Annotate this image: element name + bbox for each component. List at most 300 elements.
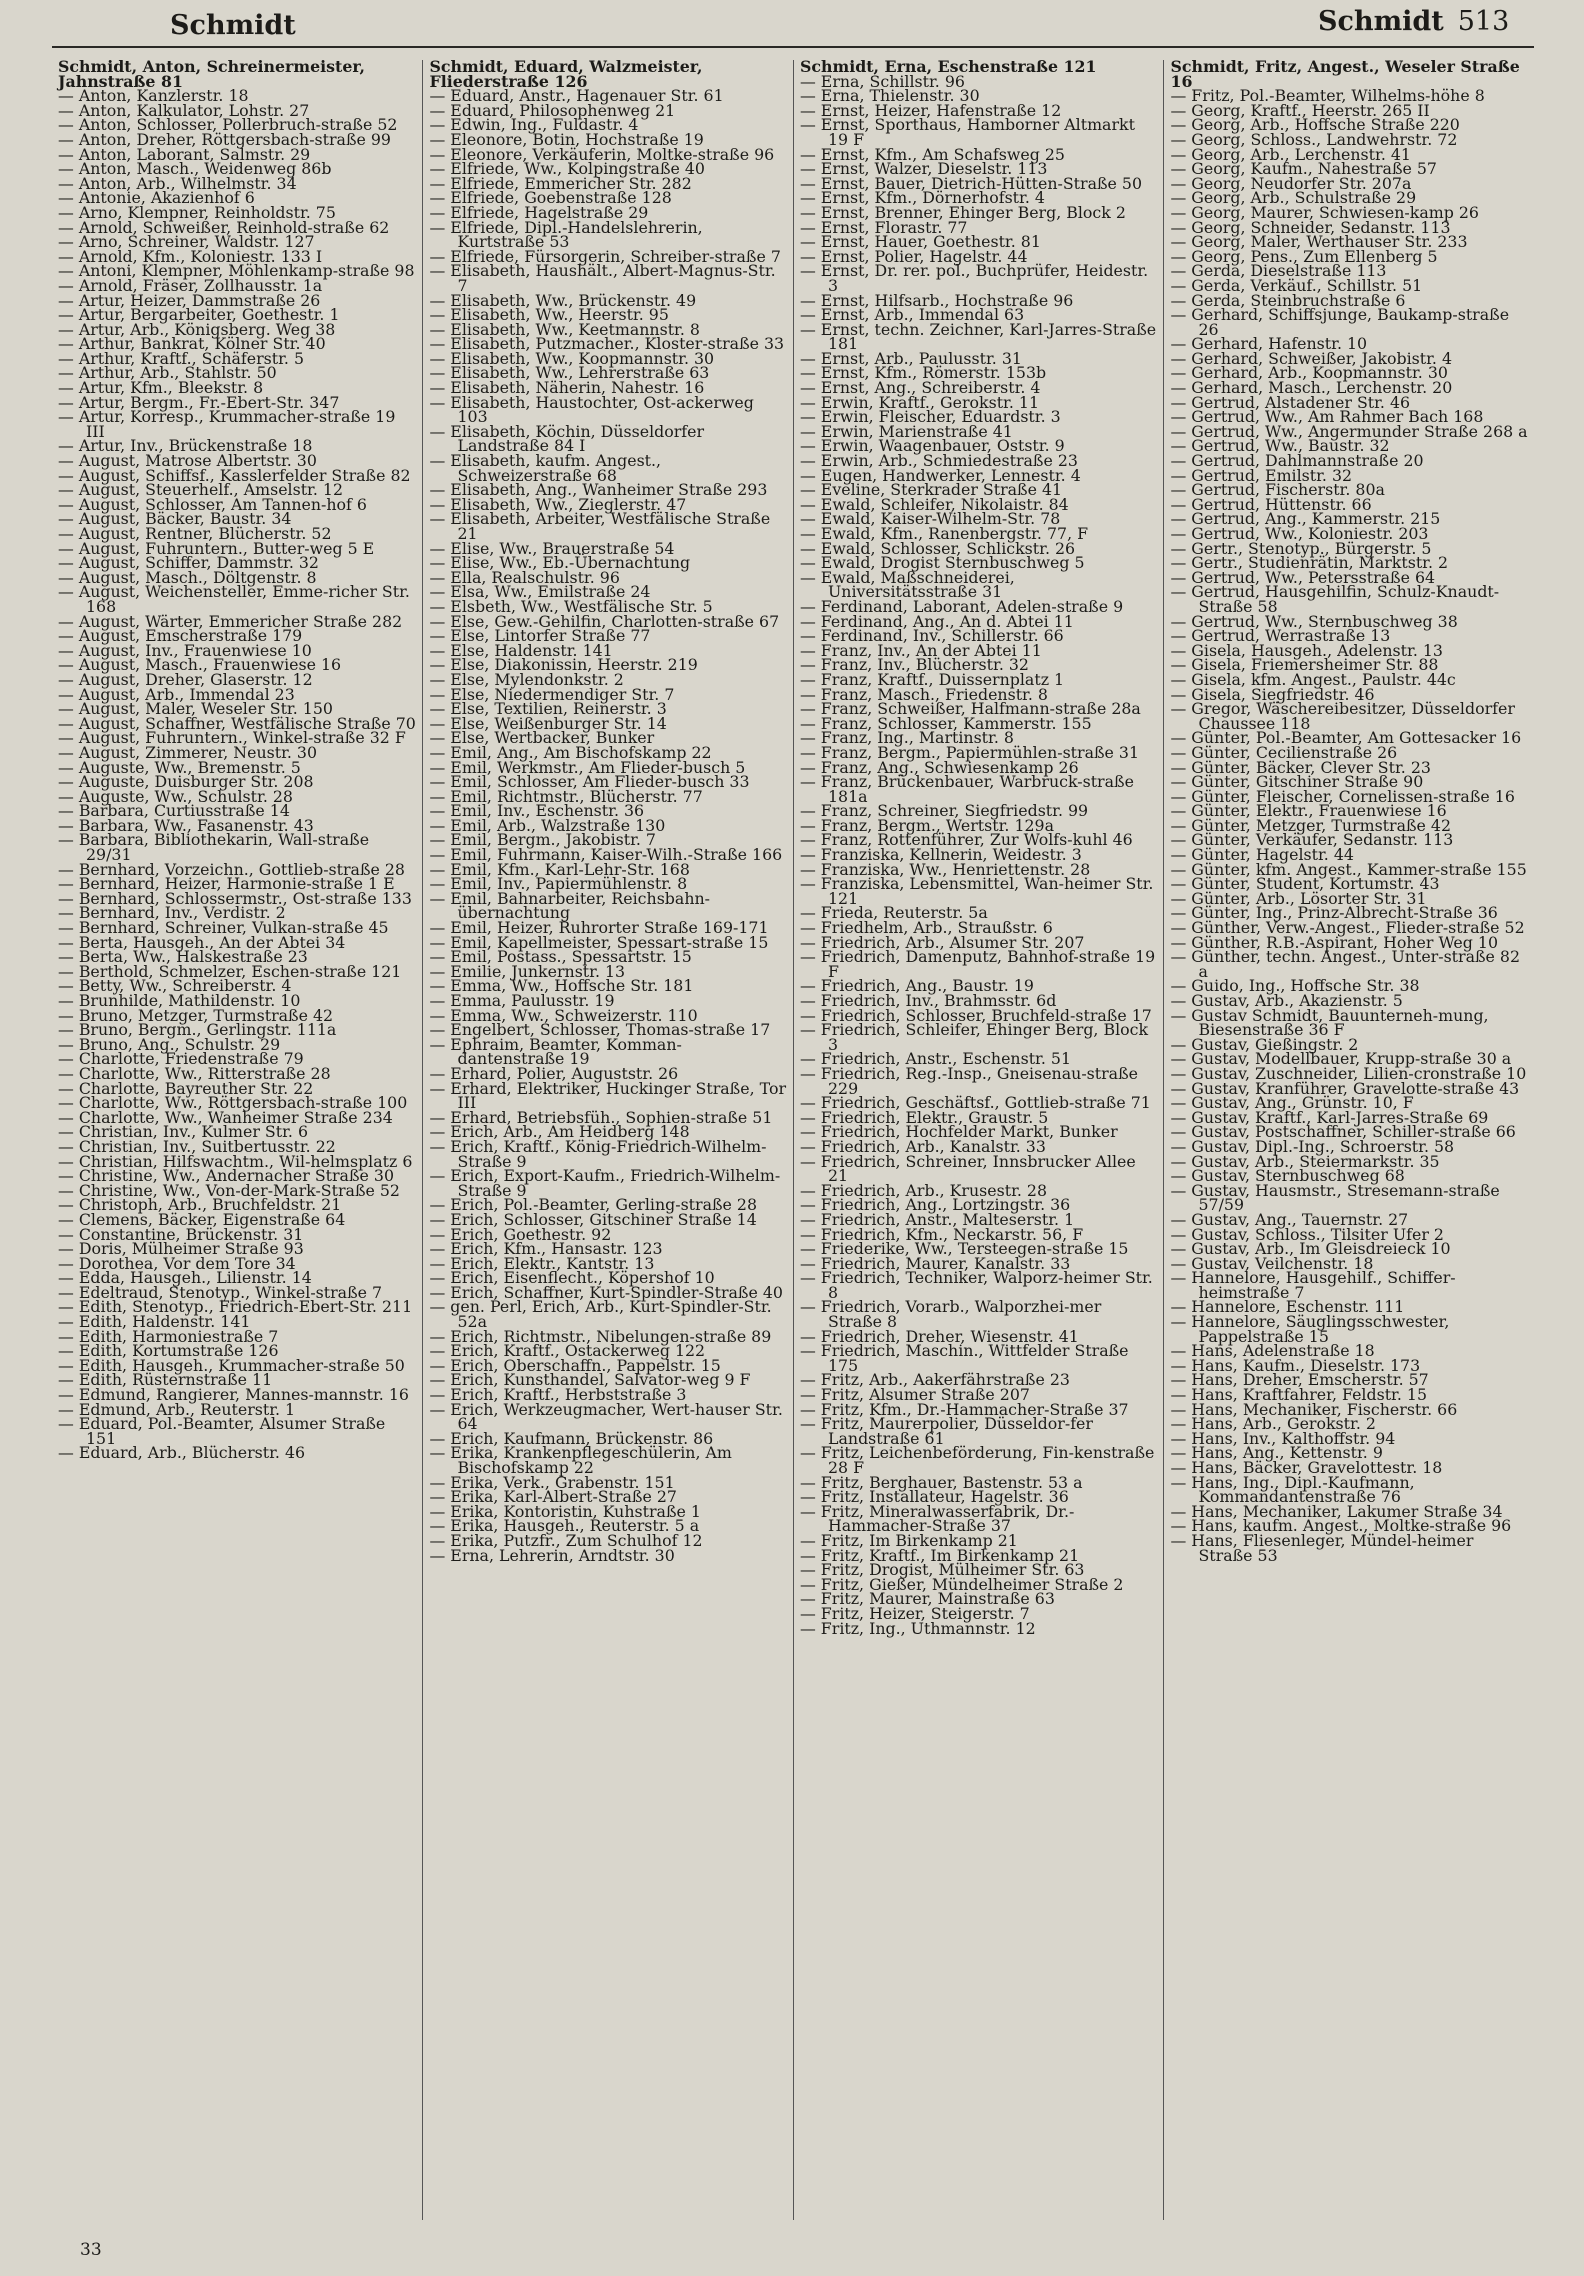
directory-entry: — Elisabeth, Haustochter, Ost-ackerweg 103 <box>429 392 754 427</box>
directory-entry: — Franz, Inv., An der Abtei 11 <box>799 640 1042 660</box>
directory-entry: — Gisela, Siegfriedstr. 46 <box>1170 684 1375 704</box>
directory-entry: — Erich, Kfm., Hansastr. 123 <box>429 1239 663 1259</box>
directory-entry: — Edeltraud, Stenotyp., Winkel-straße 7 <box>58 1282 383 1302</box>
directory-entry: — Friedrich, Schlosser, Bruchfeld-straße 17 <box>799 1005 1152 1025</box>
directory-entry: — Fritz, Pol.-Beamter, Wilhelms-höhe 8 <box>1170 86 1485 106</box>
directory-entry: — Berta, Hausgeh., An der Abtei 34 <box>58 932 346 952</box>
directory-entry: — Else, Niedermendiger Str. 7 <box>429 684 675 704</box>
directory-entry: — Bernhard, Vorzeichn., Gottlieb-straße 28 <box>58 859 405 879</box>
running-head-left: Schmidt <box>170 10 296 41</box>
directory-entry: — Edmund, Arb., Reuterstr. 1 <box>58 1399 296 1419</box>
directory-entry: — Gustav, Modellbauer, Krupp-straße 30 a <box>1170 1049 1512 1069</box>
directory-entry: — Elisabeth, Köchin, Düsseldorfer Landstraße 84 I <box>429 421 705 456</box>
directory-entry: — Gustav, Hausmstr., Stresemann-straße 57/59 <box>1170 1180 1500 1215</box>
directory-entry: — Georg, Arb., Lerchenstr. 41 <box>1170 144 1411 164</box>
directory-entry: — Emma, Ww., Schweizerstr. 110 <box>429 1005 698 1025</box>
directory-entry: — Emil, Ang., Am Bischofskamp 22 <box>429 742 712 762</box>
directory-entry: — Erich, Elektr., Kantstr. 13 <box>429 1253 655 1273</box>
directory-entry: — Brunhilde, Mathildenstr. 10 <box>58 991 301 1010</box>
directory-entry: — Günther, Verw.-Angest., Flieder-straße 52 <box>1170 918 1525 938</box>
column-1 <box>52 60 422 2220</box>
directory-entry: — Fritz, Kfm., Dr.-Hammacher-Straße 37 <box>799 1399 1129 1419</box>
directory-entry: — Elisabeth, Ww., Lehrerstraße 63 <box>429 363 710 383</box>
directory-entry: — August, Inv., Frauenwiese 10 <box>58 640 312 660</box>
directory-entry: — Emil, Inv., Eschenstr. 36 <box>429 801 645 821</box>
directory-entry: — Fritz, Ing., Uthmannstr. 12 <box>799 1618 1036 1638</box>
directory-entry: — Erwin, Marienstraße 41 <box>799 421 1013 441</box>
directory-entry: Schmidt, Eduard, Walzmeister, Fliederstraße 126 <box>429 60 703 91</box>
directory-entry: — August, Dreher, Glaserstr. 12 <box>58 669 313 689</box>
directory-entry: — Emil, Richtmstr., Blücherstr. 77 <box>429 786 703 806</box>
directory-entry: — Gertrud, Ww., Sternbuschweg 38 <box>1170 611 1458 631</box>
directory-entry: — Elfriede, Dipl.-Handelslehrerin, Kurtstraße 53 <box>429 217 703 252</box>
directory-entry: — Bruno, Bergm., Gerlingstr. 111a <box>58 1020 337 1040</box>
directory-entry: — Erhard, Elektriker, Huckinger Straße, Tor III <box>429 1078 787 1113</box>
directory-entry: — Gertrud, Hüttenstr. 66 <box>1170 494 1372 514</box>
directory-entry: — Emil, Werkmstr., Am Flieder-busch 5 <box>429 757 746 777</box>
directory-entry: — Edith, Rüsternstraße 11 <box>58 1370 273 1390</box>
directory-entry: — Erhard, Betriebsfüh., Sophien-straße 51 <box>429 1107 773 1127</box>
directory-entry: — Erich, Eisenflecht., Köpershof 10 <box>429 1268 715 1288</box>
directory-entry: — Erna, Thielenstr. 30 <box>799 86 980 106</box>
directory-entry: — Ferdinand, Ang., An d. Abtei 11 <box>799 611 1074 631</box>
directory-entry: — Ernst, Kfm., Dörnerhofstr. 4 <box>799 188 1045 208</box>
directory-entry: — Edmund, Rangierer, Mannes-mannstr. 16 <box>58 1385 409 1405</box>
directory-entry: — Fritz, Mineralwasserfabrik, Dr.-Hammacher-Straße 37 <box>799 1501 1075 1536</box>
directory-entry: — Gerda, Steinbruchstraße 6 <box>1170 290 1406 310</box>
directory-entry: — Edith, Haldenstr. 141 <box>58 1312 251 1332</box>
directory-entry: — Artur, Kfm., Bleekstr. 8 <box>58 378 264 398</box>
directory-entry: — Georg, Pens., Zum Ellenberg 5 <box>1170 246 1438 266</box>
directory-entry: — Erich, Kraftf., Ostackerweg 122 <box>429 1341 706 1361</box>
directory-entry: — Artur, Inv., Brückenstraße 18 <box>58 436 313 456</box>
directory-entry: — Erich, Kaufmann, Brückenstr. 86 <box>429 1428 714 1448</box>
directory-entry: — Gerhard, Hafenstr. 10 <box>1170 334 1368 354</box>
directory-entry: — Charlotte, Friedenstraße 79 <box>58 1049 304 1069</box>
directory-entry: — Günther, R.B.-Aspirant, Hoher Weg 10 <box>1170 932 1499 952</box>
directory-entry: — Gertrud, Fischerstr. 80a <box>1170 480 1385 500</box>
directory-entry: — Emil, Fuhrmann, Kaiser-Wilh.-Straße 166 <box>429 845 783 865</box>
directory-entry: — Edith, Kortumstraße 126 <box>58 1341 279 1361</box>
directory-entry: — Gertr., Stenotyp., Bürgerstr. 5 <box>1170 538 1432 558</box>
directory-entry: — Ewald, Schlosser, Schlickstr. 26 <box>799 538 1076 558</box>
directory-entry: — Christine, Ww., Von-der-Mark-Straße 52 <box>58 1180 400 1200</box>
directory-entry: — Hans, Dreher, Emscherstr. 57 <box>1170 1370 1429 1390</box>
directory-entry: — Erich, Pol.-Beamter, Gerling-straße 28 <box>429 1195 758 1215</box>
directory-entry: — Gertrud, Ang., Kammerstr. 215 <box>1170 509 1441 529</box>
directory-entry: — Arthur, Arb., Stahlstr. 50 <box>58 363 277 383</box>
directory-entry: — August, Schiffsf., Kasslerfelder Straße 82 <box>58 465 411 485</box>
directory-entry: — Gustav, Arb., Steiermarkstr. 35 <box>1170 1151 1440 1171</box>
directory-entry: — Gerhard, Schiffsjunge, Baukamp-straße 26 <box>1170 305 1510 339</box>
directory-entry: — Gertrud, Ww., Petersstraße 64 <box>1170 567 1436 587</box>
directory-entry: — August, Schiffer, Dammstr. 32 <box>58 553 319 573</box>
directory-entry: — Artur, Arb., Königsberg. Weg 38 <box>58 319 336 339</box>
directory-entry: — Edith, Hausgeh., Krummacher-straße 50 <box>58 1355 405 1375</box>
directory-entry: — Hans, Fliesenleger, Mündel-heimer Straße 53 <box>1170 1530 1474 1565</box>
directory-entry: — Anton, Schlosser, Pollerbruch-straße 52 <box>58 115 398 135</box>
directory-entry: — Elisabeth, Ww., Keetmannstr. 8 <box>429 319 700 339</box>
directory-entry: — Friedrich, Dreher, Wiesenstr. 41 <box>799 1326 1079 1346</box>
directory-entry: — August, Fuhruntern., Winkel-straße 32 F <box>58 728 406 748</box>
directory-entry: — Else, Textilien, Reinerstr. 3 <box>429 699 667 719</box>
directory-entry: — Erika, Karl-Albert-Straße 27 <box>429 1487 677 1507</box>
directory-entry: — Emil, Kapellmeister, Spessart-straße 15 <box>429 932 769 952</box>
directory-entry: — Ernst, Walzer, Dieselstr. 113 <box>799 159 1048 179</box>
directory-entry: — Gustav, Dipl.-Ing., Schroerstr. 58 <box>1170 1136 1455 1156</box>
directory-entry: — Elfriede, Fürsorgerin, Schreiber-straße 7 <box>429 246 781 266</box>
directory-entry: — Hans, Adelenstraße 18 <box>1170 1341 1375 1361</box>
directory-entry: — Hans, Ang., Kettenstr. 9 <box>1170 1443 1383 1463</box>
directory-entry: — Ewald, Drogist Sternbuschweg 5 <box>799 553 1085 573</box>
directory-entry: — Eduard, Philosophenweg 21 <box>429 100 676 120</box>
directory-entry: — Emil, Arb., Walzstraße 130 <box>429 815 666 835</box>
directory-entry: — Fritz, Installateur, Hagelstr. 36 <box>799 1487 1069 1507</box>
directory-entry: — Gustav, Gießingstr. 2 <box>1170 1034 1359 1054</box>
directory-entry: — Ferdinand, Laborant, Adelen-straße 9 <box>799 596 1124 616</box>
directory-entry: — Friedrich, Schreiner, Innsbrucker Allee 21 <box>799 1151 1136 1186</box>
directory-entry: — Charlotte, Ww., Wanheimer Straße 234 <box>58 1107 393 1127</box>
column-2 <box>422 60 793 2220</box>
directory-entry: — Erwin, Waagenbauer, Oststr. 9 <box>799 436 1065 456</box>
directory-entry: Schmidt, Fritz, Angest., Weseler Straße 16 <box>1170 60 1520 91</box>
directory-entry: — Georg, Arb., Schulstraße 29 <box>1170 188 1417 208</box>
directory-entry: — Gustav, Kranführer, Gravelotte-straße 43 <box>1170 1078 1520 1098</box>
directory-entry: — Ewald, Kfm., Ranenbergstr. 77, F <box>799 524 1089 543</box>
directory-entry: — Friedrich, Reg.-Insp., Gneisenau-straße 229 <box>799 1063 1138 1098</box>
directory-entry: — August, Weichensteller, Emme-richer Str. 168 <box>58 582 410 616</box>
directory-entry: — Gerhard, Arb., Koopmannstr. 30 <box>1170 363 1448 383</box>
directory-entry: — Emil, Bergm., Jakobistr. 7 <box>429 830 656 850</box>
directory-entry: — Edith, Harmoniestraße 7 <box>58 1326 279 1346</box>
directory-entry: — August, Arb., Immendal 23 <box>58 684 295 704</box>
directory-entry: — Elfriede, Hagelstraße 29 <box>429 202 649 222</box>
directory-entry: — Friedrich, Vorarb., Walporzhei-mer Straße 8 <box>799 1297 1102 1332</box>
directory-entry: — August, Bäcker, Baustr. 34 <box>58 509 292 529</box>
directory-entry: — Elisabeth, Haushält., Albert-Magnus-Str. 7 <box>429 261 776 295</box>
directory-entry: — Edwin, Ing., Fuldastr. 4 <box>429 115 639 135</box>
directory-entry: — Auguste, Duisburger Str. 208 <box>58 772 314 792</box>
directory-entry: — Erwin, Fleischer, Eduardstr. 3 <box>799 407 1061 427</box>
directory-entry: — Georg, Neudorfer Str. 207a <box>1170 173 1412 193</box>
directory-entry: — Bernhard, Inv., Verdistr. 2 <box>58 903 286 923</box>
directory-entry: — Artur, Heizer, Dammstraße 26 <box>58 290 321 310</box>
directory-entry: — Friedrich, Arb., Kanalstr. 33 <box>799 1136 1046 1156</box>
directory-entry: — Friedrich, Elektr., Graustr. 5 <box>799 1107 1049 1127</box>
directory-entry: — Fritz, Berghauer, Bastenstr. 53 a <box>799 1472 1083 1492</box>
directory-entry: — Elfriede, Emmericher Str. 282 <box>429 173 692 193</box>
directory-entry: — Ernst, Hilfsarb., Hochstraße 96 <box>799 290 1074 310</box>
directory-entry: — Emil, Inv., Papiermühlenstr. 8 <box>429 874 688 894</box>
directory-entry: — Franz, Masch., Friedenstr. 8 <box>799 684 1048 704</box>
directory-entry: — Hannelore, Eschenstr. 111 <box>1170 1297 1405 1317</box>
directory-entry: — Eduard, Arb., Blücherstr. 46 <box>58 1443 306 1463</box>
directory-entry: — Emil, Bahnarbeiter, Reichsbahn-übernachtung <box>429 888 711 923</box>
directory-entry: — Else, Weißenburger Str. 14 <box>429 713 667 733</box>
directory-entry: — August, Schlosser, Am Tannen-hof 6 <box>58 494 367 514</box>
directory-entry: — Gustav, Zuschneider, Lilien-cronstraße 10 <box>1170 1063 1527 1083</box>
directory-entry: — August, Masch., Frauenwiese 16 <box>58 655 342 675</box>
directory-entry: — Christian, Hilfswachtm., Wil-helmsplatz 6 <box>58 1151 413 1171</box>
directory-entry: — Gertrud, Alstadener Str. 46 <box>1170 392 1411 412</box>
directory-entry: — Ernst, Polier, Hagelstr. 44 <box>799 246 1028 266</box>
directory-entry: — Gertrud, Emilstr. 32 <box>1170 465 1353 485</box>
directory-entry: — Berthold, Schmelzer, Eschen-straße 121 <box>58 961 402 981</box>
directory-entry: — Ernst, Arb., Immendal 63 <box>799 305 1025 325</box>
directory-entry: — Charlotte, Ww., Ritterstraße 28 <box>58 1063 331 1083</box>
directory-entry: — Georg, Kaufm., Nahestraße 57 <box>1170 159 1437 179</box>
directory-entry: — Gertrud, Dahlmannstraße 20 <box>1170 451 1424 471</box>
directory-entry: — Friedrich, Techniker, Walporz-heimer Str. 8 <box>799 1268 1153 1302</box>
directory-entry: — August, Rentner, Blücherstr. 52 <box>58 524 332 543</box>
directory-entry: — Günter, Metzger, Turmstraße 42 <box>1170 815 1452 835</box>
running-head-right <box>1318 6 1509 37</box>
directory-entry: — Emma, Paulusstr. 19 <box>429 991 615 1010</box>
directory-entry: — Gustav Schmidt, Bauunterneh-mung, Biesenstraße 36 F <box>1170 1005 1489 1040</box>
directory-entry: — Gertrud, Ww., Angermunder Straße 268 a <box>1170 421 1528 441</box>
directory-entry: — Erich, Kunsthandel, Salvator-weg 9 F <box>429 1370 751 1390</box>
directory-entry: — Elisabeth, Ww., Koopmannstr. 30 <box>429 348 715 368</box>
directory-entry: — Erika, Verk., Grabenstr. 151 <box>429 1472 675 1492</box>
directory-entry: — Gertrud, Ww., Am Rahmer Bach 168 <box>1170 407 1484 427</box>
directory-entry: — Gertrud, Werrastraße 13 <box>1170 626 1391 646</box>
directory-columns <box>52 60 1534 2220</box>
directory-entry: — Doris, Mülheimer Straße 93 <box>58 1239 304 1259</box>
directory-entry: — Franz, Rottenführer, Zur Wolfs-kuhl 46 <box>799 830 1133 850</box>
directory-entry: — Friedhelm, Arb., Straußstr. 6 <box>799 918 1053 938</box>
directory-entry: — Elisabeth, Ww., Zieglerstr. 47 <box>429 494 687 514</box>
directory-entry: — Eduard, Anstr., Hagenauer Str. 61 <box>429 86 724 106</box>
directory-entry: — Elisabeth, kaufm. Angest., Schweizerstraße 68 <box>429 451 662 485</box>
directory-entry: — Hannelore, Hausgehilf., Schiffer-heimstraße 7 <box>1170 1268 1456 1302</box>
directory-entry: — Arno, Klempner, Reinholdstr. 75 <box>58 202 336 222</box>
directory-entry: — Franz, Schreiner, Siegfriedstr. 99 <box>799 801 1089 821</box>
directory-entry: — Erich, Kraftf., König-Friedrich-Wilhelm-Straße 9 <box>429 1136 767 1171</box>
directory-entry: — Ernst, Arb., Paulusstr. 31 <box>799 348 1022 368</box>
directory-entry: — Gustav, Schloss., Tilsiter Ufer 2 <box>1170 1224 1444 1244</box>
directory-entry: — Betty, Ww., Schreiberstr. 4 <box>58 976 292 996</box>
directory-entry: — Günter, Cecilienstraße 26 <box>1170 742 1398 762</box>
directory-entry: — gen. Perl, Erich, Arb., Kurt-Spindler-Str. 52a <box>429 1297 772 1332</box>
directory-entry: — Hans, Ing., Dipl.-Kaufmann, Kommandantenstraße 76 <box>1170 1472 1415 1507</box>
directory-entry: — Friederike, Ww., Tersteegen-straße 15 <box>799 1239 1129 1259</box>
directory-entry: — Gisela, Hausgeh., Adelenstr. 13 <box>1170 640 1443 660</box>
directory-entry: — Elise, Ww., Brauerstraße 54 <box>429 538 675 558</box>
directory-entry: — Günter, Arb., Lösorter Str. 31 <box>1170 888 1427 908</box>
directory-entry: — Erna, Schillstr. 96 <box>799 71 965 91</box>
directory-entry: — Gustav, Ang., Grünstr. 10, F <box>1170 1093 1414 1113</box>
directory-entry: — Elfriede, Ww., Kolpingstraße 40 <box>429 159 705 179</box>
directory-entry: — Eduard, Pol.-Beamter, Alsumer Straße 151 <box>58 1414 386 1448</box>
directory-entry: — Friedrich, Ang., Lortzingstr. 36 <box>799 1195 1071 1215</box>
directory-entry: — Franz, Ang., Schwiesenkamp 26 <box>799 757 1079 777</box>
directory-entry: — August, Schaffner, Westfälische Straße 70 <box>58 713 416 733</box>
directory-entry: — Hans, Inv., Kalthoffstr. 94 <box>1170 1428 1396 1448</box>
directory-entry: — Günter, Fleischer, Cornelissen-straße 16 <box>1170 786 1515 806</box>
directory-entry: — Franziska, Ww., Henriettenstr. 28 <box>799 859 1091 879</box>
directory-entry: — Arthur, Bankrat, Kölner Str. 40 <box>58 334 326 354</box>
directory-entry: — Friedrich, Anstr., Malteserstr. 1 <box>799 1209 1075 1229</box>
directory-entry: — Anton, Arb., Wilhelmstr. 34 <box>58 173 297 193</box>
directory-entry: — Friedrich, Damenputz, Bahnhof-straße 19 F <box>799 947 1156 981</box>
directory-entry: — Anton, Kalkulator, Lohstr. 27 <box>58 100 310 120</box>
directory-entry: — Franziska, Kellnerin, Weidestr. 3 <box>799 845 1082 865</box>
running-head-name: Schmidt <box>1318 6 1444 37</box>
directory-entry: — Else, Mylendonkstr. 2 <box>429 669 624 689</box>
directory-entry: — Else, Diakonissin, Heerstr. 219 <box>429 655 698 675</box>
directory-entry: — Barbara, Ww., Fasanenstr. 43 <box>58 815 314 835</box>
directory-entry: — Ferdinand, Inv., Schillerstr. 66 <box>799 626 1064 646</box>
directory-entry: — Arthur, Kraftf., Schäferstr. 5 <box>58 348 305 368</box>
directory-entry: — Erna, Lehrerin, Arndtstr. 30 <box>429 1545 675 1565</box>
directory-entry: — Georg, Kraftf., Heerstr. 265 II <box>1170 100 1430 120</box>
directory-entry: — Erika, Krankenpflegeschülerin, Am Bischofskamp 22 <box>429 1443 732 1477</box>
directory-entry: — Gertrud, Hausgehilfin, Schulz-Knaudt-Straße 58 <box>1170 582 1500 616</box>
directory-entry: — Erich, Goethestr. 92 <box>429 1224 612 1244</box>
directory-entry: — Hans, Mechaniker, Lakumer Straße 34 <box>1170 1501 1503 1521</box>
directory-entry: — Eleonore, Verkäuferin, Moltke-straße 96 <box>429 144 775 164</box>
directory-entry: — Erhard, Polier, Auguststr. 26 <box>429 1063 679 1083</box>
directory-entry: — August, Wärter, Emmericher Straße 282 <box>58 611 403 631</box>
directory-entry: — Fritz, Arb., Aakerfährstraße 23 <box>799 1370 1070 1390</box>
directory-entry: — Günter, Ing., Prinz-Albrecht-Straße 36 <box>1170 903 1498 923</box>
directory-entry: — Erich, Werkzeugmacher, Wert-hauser Str. 64 <box>429 1399 783 1434</box>
directory-entry: — Günter, Verkäufer, Sedanstr. 113 <box>1170 830 1454 850</box>
directory-entry: — Franz, Bergm., Papiermühlen-straße 31 <box>799 742 1140 762</box>
directory-entry: — Ephraim, Beamter, Komman-dantenstraße 19 <box>429 1034 682 1069</box>
directory-entry: — Franz, Schlosser, Kammerstr. 155 <box>799 713 1092 733</box>
footer-code: 33 <box>80 2240 102 2260</box>
directory-entry: — Erich, Schaffner, Kurt-Spindler-Straße 40 <box>429 1282 783 1302</box>
directory-entry: — Franziska, Lebensmittel, Wan-heimer Str. 121 <box>799 874 1154 908</box>
directory-entry: — Artur, Korresp., Krummacher-straße 19 III <box>58 407 396 441</box>
directory-entry: — Arnold, Fräser, Zollhausstr. 1a <box>58 275 323 295</box>
directory-entry: — Ewald, Schleifer, Nikolaistr. 84 <box>799 494 1069 514</box>
directory-entry: — Dorothea, Vor dem Tore 34 <box>58 1253 296 1273</box>
directory-entry: — Gustav, Kraftf., Karl-Jarres-Straße 69 <box>1170 1107 1489 1127</box>
directory-entry: — Emil, Heizer, Ruhrorter Straße 169-171 <box>429 918 769 938</box>
directory-entry: — Friedrich, Kfm., Neckarstr. 56, F <box>799 1224 1084 1244</box>
directory-entry: — Christine, Ww., Andernacher Straße 30 <box>58 1166 394 1186</box>
directory-entry: — Gustav, Arb., Im Gleisdreieck 10 <box>1170 1239 1451 1259</box>
directory-entry: — Günther, techn. Angest., Unter-straße 82 a <box>1170 947 1521 981</box>
directory-entry: — Fritz, Gießer, Mündelheimer Straße 2 <box>799 1574 1124 1594</box>
directory-entry: — Günter, Bäcker, Clever Str. 23 <box>1170 757 1431 777</box>
directory-entry: — Artur, Bergm., Fr.-Ebert-Str. 347 <box>58 392 340 412</box>
directory-entry: — Ernst, Bauer, Dietrich-Hütten-Straße 50 <box>799 173 1143 193</box>
directory-entry: — Hans, Bäcker, Gravelottestr. 18 <box>1170 1458 1443 1477</box>
directory-entry: — Anton, Masch., Weidenweg 86b <box>58 159 332 179</box>
directory-entry: — Gerda, Verkäuf., Schillstr. 51 <box>1170 275 1423 295</box>
directory-entry: — Constantine, Brückenstr. 31 <box>58 1224 304 1244</box>
directory-entry: — Gustav, Arb., Akazienstr. 5 <box>1170 991 1403 1010</box>
directory-entry: — Else, Wertbacker, Bunker <box>429 728 655 748</box>
directory-entry: — Günter, Pol.-Beamter, Am Gottesacker 16 <box>1170 728 1522 748</box>
directory-entry: — Ella, Realschulstr. 96 <box>429 567 620 587</box>
directory-entry: — Ernst, Sporthaus, Hamborner Altmarkt 19 F <box>799 115 1135 149</box>
directory-entry: — Fritz, Maurerpolier, Düsseldor-fer Landstraße 61 <box>799 1414 1093 1448</box>
directory-entry: — Hans, Mechaniker, Fischerstr. 66 <box>1170 1399 1458 1419</box>
directory-entry: — Erich, Export-Kaufm., Friedrich-Wilhelm-Straße 9 <box>429 1166 781 1200</box>
directory-entry: — Fritz, Kraftf., Im Birkenkamp 21 <box>799 1545 1080 1565</box>
directory-entry: — Ewald, Maßschneiderei, Universitätsstraße 31 <box>799 567 1015 602</box>
directory-entry: — Friedrich, Maurer, Kanalstr. 33 <box>799 1253 1071 1273</box>
directory-entry: — Bernhard, Heizer, Harmonie-straße 1 E <box>58 874 395 894</box>
header-rule <box>52 46 1534 48</box>
directory-entry: — Georg, Maurer, Schwiesen-kamp 26 <box>1170 202 1479 222</box>
directory-entry: — Auguste, Ww., Schulstr. 28 <box>58 786 293 806</box>
directory-entry: — Gerhard, Masch., Lerchenstr. 20 <box>1170 378 1453 398</box>
directory-entry: — Georg, Maler, Werthauser Str. 233 <box>1170 232 1468 252</box>
directory-entry: — Engelbert, Schlosser, Thomas-straße 17 <box>429 1020 771 1040</box>
directory-entry: — Friedrich, Arb., Alsumer Str. 207 <box>799 932 1085 952</box>
directory-entry: — Eugen, Handwerker, Lennestr. 4 <box>799 465 1081 485</box>
directory-entry: — Fritz, Maurer, Mainstraße 63 <box>799 1589 1055 1609</box>
directory-entry: — Bernhard, Schreiner, Vulkan-straße 45 <box>58 918 389 938</box>
directory-entry: — Barbara, Curtiusstraße 14 <box>58 801 290 821</box>
directory-entry: — Erich, Kraftf., Herbststraße 3 <box>429 1385 687 1405</box>
directory-entry: — Arnold, Kfm., Koloniestr. 133 I <box>58 246 323 266</box>
directory-entry: — Friedrich, Schleifer, Ehinger Berg, Block 3 <box>799 1020 1149 1054</box>
directory-entry: — August, Emscherstraße 179 <box>58 626 303 646</box>
directory-entry: — Gertr., Studienrätin, Marktstr. 2 <box>1170 553 1449 573</box>
directory-entry: — Emilie, Junkernstr. 13 <box>429 961 626 981</box>
directory-entry: — Ewald, Kaiser-Wilhelm-Str. 78 <box>799 509 1061 529</box>
directory-entry: — Elisabeth, Ww., Brückenstr. 49 <box>429 290 697 310</box>
directory-entry: — Bruno, Ang., Schulstr. 29 <box>58 1034 281 1054</box>
directory-entry: — Elisabeth, Arbeiter, Westfälische Straße 21 <box>429 509 771 543</box>
directory-entry: — Elsa, Ww., Emilstraße 24 <box>429 582 651 602</box>
directory-entry: — Clemens, Bäcker, Eigenstraße 64 <box>58 1209 346 1229</box>
directory-entry: — Gerhard, Schweißer, Jakobistr. 4 <box>1170 348 1453 368</box>
directory-entry: — Elise, Ww., Eb.-Übernachtung <box>429 553 691 573</box>
directory-entry: — Fritz, Drogist, Mülheimer Str. 63 <box>799 1560 1085 1580</box>
directory-entry: — August, Steuerhelf., Amselstr. 12 <box>58 480 344 500</box>
directory-entry: — Erich, Oberschaffn., Pappelstr. 15 <box>429 1355 721 1375</box>
directory-entry: — Ernst, techn. Zeichner, Karl-Jarres-Straße 181 <box>799 319 1157 354</box>
directory-entry: — Emil, Schlosser, Am Flieder-busch 33 <box>429 772 750 792</box>
directory-entry: — Friedrich, Hochfelder Markt, Bunker <box>799 1122 1118 1142</box>
directory-entry: — Antoni, Klempner, Möhlenkamp-straße 98 <box>58 261 415 281</box>
directory-entry: — Friedrich, Arb., Krusestr. 28 <box>799 1180 1048 1200</box>
directory-entry: — Friedrich, Ang., Baustr. 19 <box>799 976 1034 996</box>
directory-entry: — Gisela, Friemersheimer Str. 88 <box>1170 655 1439 675</box>
directory-entry: — Hans, kaufm. Angest., Moltke-straße 96 <box>1170 1516 1512 1536</box>
directory-entry: — Ernst, Kfm., Römerstr. 153b <box>799 363 1047 383</box>
directory-entry: — Erich, Richtmstr., Nibelungen-straße 89 <box>429 1326 772 1346</box>
directory-entry: — Christian, Inv., Kulmer Str. 6 <box>58 1122 309 1142</box>
directory-entry: — Fritz, Heizer, Steigerstr. 7 <box>799 1603 1030 1623</box>
directory-entry: — Günter, Student, Kortumstr. 43 <box>1170 874 1440 894</box>
directory-entry: — Friedrich, Geschäftsf., Gottlieb-straße 71 <box>799 1093 1151 1113</box>
directory-entry: — Artur, Bergarbeiter, Goethestr. 1 <box>58 305 340 325</box>
directory-entry: — Anton, Laborant, Salmstr. 29 <box>58 144 311 164</box>
directory-entry: — Ernst, Kfm., Am Schafsweg 25 <box>799 144 1065 164</box>
directory-entry: — Arno, Schreiner, Waldstr. 127 <box>58 232 315 252</box>
directory-entry: — Gertrud, Ww., Koloniestr. 203 <box>1170 524 1429 543</box>
directory-entry: — Ernst, Dr. rer. pol., Buchprüfer, Heidestr. 3 <box>799 261 1149 295</box>
directory-entry: — Georg, Schneider, Sedanstr. 113 <box>1170 217 1451 237</box>
directory-entry: — Günter, kfm. Angest., Kammer-straße 155 <box>1170 859 1527 879</box>
directory-entry: — Gregor, Wäschereibesitzer, Düsseldorfer Chaussee 118 <box>1170 699 1515 733</box>
directory-entry: — Hannelore, Säuglingsschwester, Pappelstraße 15 <box>1170 1312 1450 1346</box>
directory-entry: — Edda, Hausgeh., Lilienstr. 14 <box>58 1268 312 1288</box>
directory-entry: — Franz, Brückenbauer, Warbruck-straße 181a <box>799 772 1134 806</box>
directory-entry: — Christoph, Arb., Bruchfeldstr. 21 <box>58 1195 342 1215</box>
directory-entry: — Eleonore, Botin, Hochstraße 19 <box>429 129 704 149</box>
directory-entry: — Antonie, Akazienhof 6 <box>58 188 255 208</box>
directory-entry: — Gerda, Dieselstraße 113 <box>1170 261 1387 281</box>
